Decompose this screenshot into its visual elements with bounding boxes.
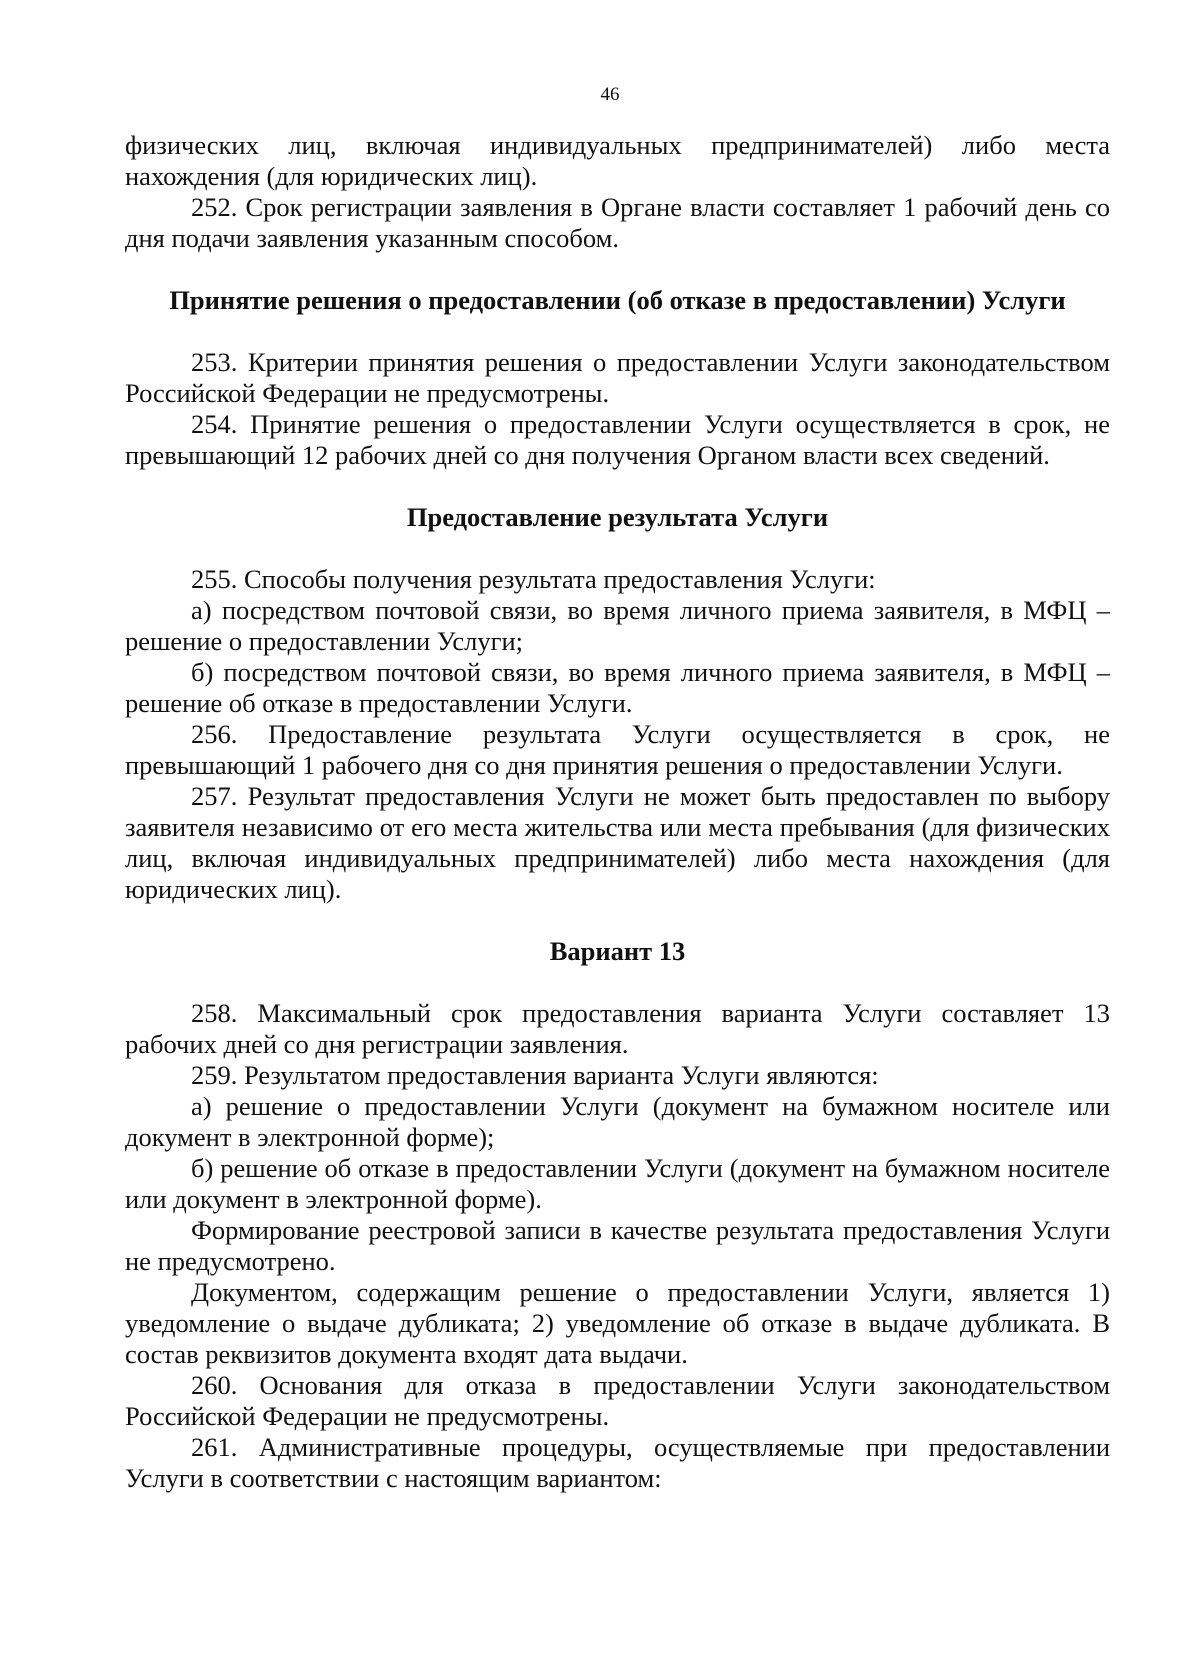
section-heading-result: Предоставление результата Услуги xyxy=(406,502,829,532)
paragraph-255-b: б) посредством почтовой связи, во время личного приема заявителя, в МФЦ – решение об отказе в предоставлении Услуги. xyxy=(125,657,1110,718)
paragraph-258: 258. Максимальный срок предоставления варианта Услуги составляет 13 рабочих дней со дня регистрации заявления. xyxy=(125,998,1110,1059)
paragraph-261: 261. Административные процедуры, осуществляемые при предоставлении Услуги в соответствии с настоящим вариантом: xyxy=(125,1432,1110,1493)
paragraph: физических лиц, включая индивидуальных предпринимателей) либо места нахождения (для юридических лиц). xyxy=(125,130,1110,191)
paragraph-252: 252. Срок регистрации заявления в Органе власти составляет 1 рабочий день со дня подачи заявления указанным способом. xyxy=(125,192,1110,253)
paragraph-260: 260. Основания для отказа в предоставлении Услуги законодательством Российской Федерации не предусмотрены. xyxy=(125,1370,1110,1431)
section-heading-variant-13: Вариант 13 xyxy=(549,936,686,966)
paragraph-259-b: б) решение об отказе в предоставлении Услуги (документ на бумажном носителе или документ в электронной форме). xyxy=(125,1153,1110,1214)
section-heading-decision: Принятие решения о предоставлении (об отказе в предоставлении) Услуги xyxy=(169,285,1066,315)
paragraph-decision-document: Документом, содержащим решение о предоставлении Услуги, является 1) уведомление о выдаче дубликата; 2) уведомление об отказе в выдаче дубликата. В состав реквизитов документа входят дата выдачи. xyxy=(125,1277,1110,1369)
paragraph-255-a: а) посредством почтовой связи, во время личного приема заявителя, в МФЦ – решение о предоставлении Услуги; xyxy=(125,595,1110,656)
paragraph-253: 253. Критерии принятия решения о предоставлении Услуги законодательством Российской Федерации не предусмотрены. xyxy=(125,347,1110,408)
paragraph-259: 259. Результатом предоставления варианта Услуги являются: xyxy=(191,1060,879,1090)
paragraph-254: 254. Принятие решения о предоставлении Услуги осуществляется в срок, не превышающий 12 рабочих дней со дня получения Органом власти всех сведений. xyxy=(125,409,1110,470)
page-number: 46 xyxy=(600,84,620,105)
paragraph-259-a: а) решение о предоставлении Услуги (документ на бумажном носителе или документ в электронной форме); xyxy=(125,1091,1110,1152)
paragraph-255: 255. Способы получения результата предоставления Услуги: xyxy=(191,564,876,594)
paragraph-registry-record: Формирование реестровой записи в качестве результата предоставления Услуги не предусмотрено. xyxy=(125,1215,1110,1276)
paragraph-256: 256. Предоставление результата Услуги осуществляется в срок, не превышающий 1 рабочего дня со дня принятия решения о предоставлении Услуги. xyxy=(125,719,1110,780)
document-body xyxy=(125,130,1110,1494)
paragraph-257: 257. Результат предоставления Услуги не может быть предоставлен по выбору заявителя независимо от его места жительства или места пребывания (для физических лиц, включая индивидуальных предпринимателей) либо места нахождения (для юридических лиц). xyxy=(125,781,1110,904)
